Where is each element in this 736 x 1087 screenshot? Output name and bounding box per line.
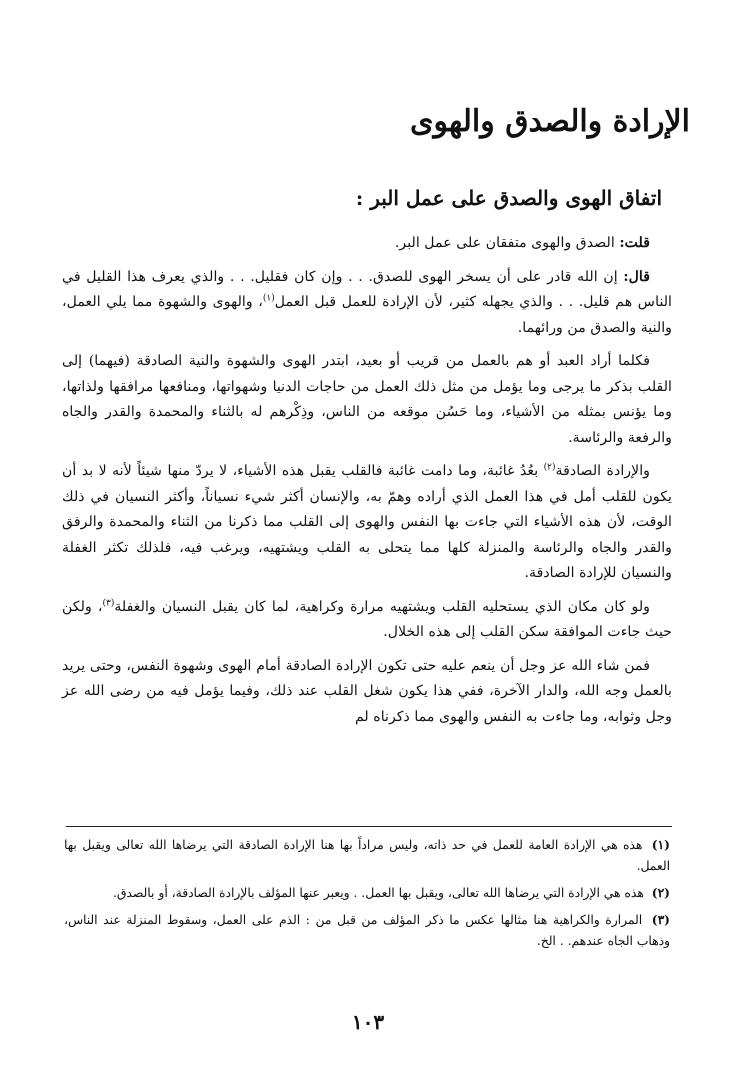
paragraph-text: إن الله قادر على أن يسخر الهوى للصدق. . . وإن كان فقليل. . . والذي يعرف هذا القليل في الناس هم قليل. . . والذي يجهله كثير، لأن الإرادة للعمل قبل العمل bbox=[62, 268, 672, 310]
paragraph-3 bbox=[62, 349, 672, 451]
footnote-ref[interactable]: (٢) bbox=[543, 462, 556, 473]
page-number: ١٠٣ bbox=[351, 1010, 385, 1034]
paragraph-text: ولو كان مكان الذي يستحليه القلب ويشتهيه مرارة وكراهية، لما كان يقبل النسيان والغفلة bbox=[114, 598, 650, 615]
footnote-number: (٢) bbox=[651, 885, 670, 900]
paragraph-1 bbox=[62, 231, 672, 257]
footnote-ref[interactable]: (٣) bbox=[102, 597, 115, 608]
paragraph-4 bbox=[62, 459, 672, 587]
footnote-divider bbox=[66, 826, 672, 827]
paragraph-5 bbox=[62, 595, 672, 646]
footnote-1 bbox=[64, 834, 670, 877]
footnote-2 bbox=[64, 882, 670, 904]
paragraph-6 bbox=[62, 654, 672, 731]
footnote-3 bbox=[64, 909, 670, 952]
footnote-text: هذه هي الإرادة التي يرضاها الله تعالى، ويقبل بها العمل. . ويعبر عنها المؤلف بالإرادة الصادقة، أو بالصدق. bbox=[112, 886, 644, 900]
paragraph-text: والإرادة الصادقة bbox=[555, 463, 650, 479]
paragraph-text: ، ولكن حيث جاءت الموافقة سكن القلب إلى هذه الخلال. bbox=[62, 598, 672, 640]
footnotes bbox=[64, 834, 670, 957]
body-text bbox=[62, 231, 672, 738]
paragraph-lead: قلت: bbox=[619, 235, 650, 251]
footnote-number: (١) bbox=[651, 837, 670, 852]
paragraph-text: الصدق والهوى متفقان على عمل البر. bbox=[394, 235, 615, 251]
paragraph-2 bbox=[62, 265, 672, 342]
paragraph-text: بعُدُ غائبة، وما دامت غائبة فالقلب يقبل هذه الأشياء، لا يردّ منها شيئاً لأنه لا بد أن يكون للقلب أمل في هذا العمل الذي أراده وهمّ به، والإنسان أكثر شيء نسياناً، وأكثر النسيان في ذلك الوقت، لأن هذه الأشياء التي جاءت بها النفس والهوى إلى القلب مما ذكرنا من الثناء والمحمدة والرفق والقدر والجاه والرئاسة والمنزلة كلها مما يتحلى به القلب ويشتهيه، ويرغب فيه، فلذلك تكثر الغفلة والنسيان للإرادة الصادقة. bbox=[62, 463, 672, 581]
footnote-text: المرارة والكراهية هنا مثالها عكس ما ذكر المؤلف من قبل من : الذم على العمل، وسقوط المنزلة عند الناس، وذهاب الجاه عندهم. . الخ. bbox=[64, 913, 670, 948]
section-title: اتفاق الهوى والصدق على عمل البر : bbox=[355, 186, 662, 210]
footnote-text: هذه هي الإرادة العامة للعمل في حد ذاته، وليس مراداً بها هنا الإرادة الصادقة التي يرضاها الله تعالى ويقبل بها العمل. bbox=[64, 838, 670, 873]
footnote-number: (٣) bbox=[651, 912, 670, 927]
paragraph-text: ، والهوى والشهوة مما يلي العمل، والنية والصدق من ورائهما. bbox=[62, 294, 672, 336]
paragraph-text: فمن شاء الله عز وجل أن ينعم عليه حتى تكون الإرادة الصادقة أمام الهوى وشهوة النفس، وحتى يريد بالعمل وجه الله، والدار الآخرة، ففي هذا يكون شغل القلب عند ذلك، وفيما يؤمل فيه من رضى الله عز وجل وثوابه، وما جاءت به النفس والهوى مما ذكرناه لم bbox=[62, 657, 672, 725]
chapter-title: الإرادة والصدق والهوى bbox=[409, 104, 690, 139]
footnote-ref[interactable]: (١) bbox=[262, 293, 275, 304]
paragraph-lead: قال: bbox=[623, 268, 650, 285]
paragraph-text: فكلما أراد العبد أو هم بالعمل من قريب أو بعيد، ابتدر الهوى والشهوة والنية الصادقة (فيهما) إلى القلب بذكر ما يرجى وما يؤمل من مثل ذلك العمل من حاجات الدنيا وشهواتها، ومنافعها مرافقها ولذاتها، وما يؤنس بمثله من الأشياء، وما حَسُن موقعه من الناس، وذِكْرهم له بالثناء والمحمدة والقدر والجاه والرفعة والرئاسة. bbox=[62, 353, 672, 446]
